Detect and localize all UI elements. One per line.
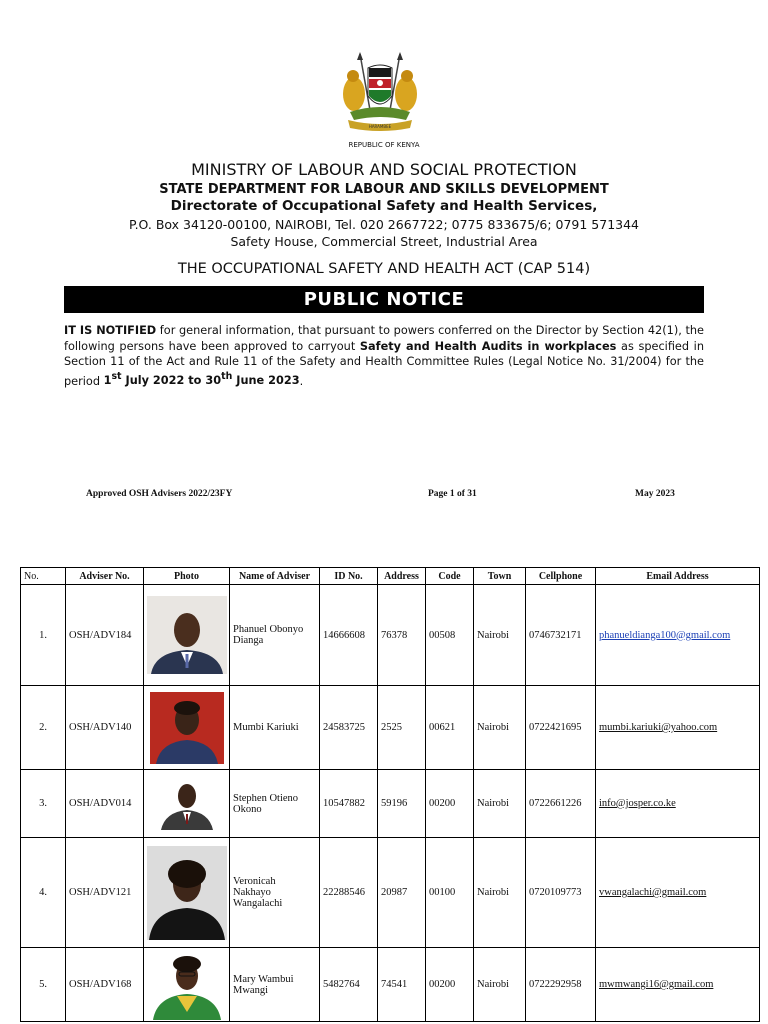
state-department-title: STATE DEPARTMENT FOR LABOUR AND SKILLS DEVELOPMENT bbox=[159, 182, 609, 197]
period-start-suffix: st bbox=[111, 371, 122, 383]
cell-adviser-no: OSH/ADV140 bbox=[66, 686, 144, 770]
cell-cellphone: 0722661226 bbox=[526, 770, 596, 838]
period-end-suffix: th bbox=[221, 371, 233, 383]
coat-of-arms-emblem bbox=[340, 50, 420, 134]
cell-adviser-no: OSH/ADV121 bbox=[66, 838, 144, 948]
cell-no: 3. bbox=[21, 770, 66, 838]
cell-no: 4. bbox=[21, 838, 66, 948]
cell-adviser-no: OSH/ADV168 bbox=[66, 948, 144, 1022]
ministry-title: MINISTRY OF LABOUR AND SOCIAL PROTECTION bbox=[191, 160, 577, 179]
list-title: Approved OSH Advisers 2022/23FY bbox=[86, 489, 233, 499]
cell-cellphone: 0722421695 bbox=[526, 686, 596, 770]
adviser-photo bbox=[150, 692, 224, 764]
cell-address: 2525 bbox=[378, 686, 426, 770]
cell-code: 00508 bbox=[426, 585, 474, 686]
notice-period bbox=[103, 371, 300, 388]
advisers-table bbox=[20, 567, 760, 1022]
cell-town: Nairobi bbox=[474, 686, 526, 770]
adviser-photo bbox=[157, 778, 217, 830]
cell-no: 5. bbox=[21, 948, 66, 1022]
cell-address: 74541 bbox=[378, 948, 426, 1022]
email-link[interactable]: vwangalachi@gmail.com bbox=[599, 887, 707, 898]
cell-id: 5482764 bbox=[320, 948, 378, 1022]
list-date: May 2023 bbox=[635, 489, 675, 499]
col-header-id: ID No. bbox=[320, 568, 378, 585]
cell-email bbox=[596, 686, 760, 770]
col-header-adviser-no: Adviser No. bbox=[66, 568, 144, 585]
cell-address: 76378 bbox=[378, 585, 426, 686]
period-end-rest: June 2023 bbox=[232, 374, 300, 388]
public-notice-banner: PUBLIC NOTICE bbox=[64, 286, 704, 313]
cell-photo bbox=[144, 686, 230, 770]
cell-id: 10547882 bbox=[320, 770, 378, 838]
cell-name: Phanuel Obonyo Dianga bbox=[230, 585, 320, 686]
adviser-photo bbox=[149, 950, 225, 1020]
adviser-photo bbox=[147, 846, 227, 940]
cell-town: Nairobi bbox=[474, 770, 526, 838]
cell-address: 20987 bbox=[378, 838, 426, 948]
cell-adviser-no: OSH/ADV014 bbox=[66, 770, 144, 838]
col-header-address: Address bbox=[378, 568, 426, 585]
cell-code: 00100 bbox=[426, 838, 474, 948]
cell-email bbox=[596, 948, 760, 1022]
table-row bbox=[21, 585, 760, 686]
postal-contact-line: P.O. Box 34120-00100, NAIROBI, Tel. 020 2667722; 0775 833675/6; 0791 571344 bbox=[128, 217, 640, 232]
cell-cellphone: 0746732171 bbox=[526, 585, 596, 686]
cell-photo bbox=[144, 770, 230, 838]
cell-name: Mary Wambui Mwangi bbox=[230, 948, 320, 1022]
col-header-code: Code bbox=[426, 568, 474, 585]
republic-of-kenya-label: REPUBLIC OF KENYA bbox=[348, 141, 420, 149]
cell-no: 1. bbox=[21, 585, 66, 686]
cell-email bbox=[596, 770, 760, 838]
email-link[interactable]: mumbi.kariuki@yahoo.com bbox=[599, 722, 718, 733]
directorate-title: Directorate of Occupational Safety and Health Services, bbox=[170, 198, 598, 214]
cell-id: 22288546 bbox=[320, 838, 378, 948]
adviser-photo bbox=[147, 596, 227, 674]
physical-address-line: Safety House, Commercial Street, Industrial Area bbox=[230, 234, 538, 249]
cell-email bbox=[596, 585, 760, 686]
table-row bbox=[21, 770, 760, 838]
table-row bbox=[21, 838, 760, 948]
col-header-town: Town bbox=[474, 568, 526, 585]
notice-emphasis: Safety and Health Audits in workplaces bbox=[359, 339, 617, 353]
cell-no: 2. bbox=[21, 686, 66, 770]
cell-code: 00200 bbox=[426, 948, 474, 1022]
cell-name: Mumbi Kariuki bbox=[230, 686, 320, 770]
notice-lead: IT IS NOTIFIED bbox=[64, 324, 157, 337]
col-header-name: Name of Adviser bbox=[230, 568, 320, 585]
cell-name: Veronicah Nakhayo Wangalachi bbox=[230, 838, 320, 948]
table-row bbox=[21, 686, 760, 770]
motto-harambee: HARAMBEE bbox=[368, 124, 392, 129]
cell-cellphone: 0722292958 bbox=[526, 948, 596, 1022]
email-link[interactable]: info@josper.co.ke bbox=[599, 798, 676, 809]
notice-text-2: as specified in Section 11 of the Act and Rule 11 of the Safety and Health Committee Rules (Legal Notice No. 31/2004) for the period bbox=[64, 339, 704, 388]
table-row bbox=[21, 948, 760, 1022]
cell-photo bbox=[144, 838, 230, 948]
notice-end: . bbox=[299, 374, 304, 388]
col-header-no: No. bbox=[21, 568, 66, 585]
col-header-cellphone: Cellphone bbox=[526, 568, 596, 585]
cell-town: Nairobi bbox=[474, 948, 526, 1022]
notice-text-1: for general information, that pursuant to powers conferred on the Director by Section 42(1), the following persons have been approved to carryout bbox=[64, 324, 704, 353]
page-number: Page 1 of 31 bbox=[428, 489, 477, 499]
cell-photo bbox=[144, 585, 230, 686]
email-link[interactable]: phanueldianga100@gmail.com bbox=[599, 629, 731, 641]
cell-id: 24583725 bbox=[320, 686, 378, 770]
period-start-rest: July 2022 to 30 bbox=[121, 374, 222, 388]
table-header-row bbox=[21, 568, 760, 585]
cell-code: 00621 bbox=[426, 686, 474, 770]
cell-name: Stephen Otieno Okono bbox=[230, 770, 320, 838]
col-header-photo: Photo bbox=[144, 568, 230, 585]
page-header-row bbox=[0, 489, 768, 503]
cell-email bbox=[596, 838, 760, 948]
period-start-day: 1 bbox=[103, 374, 112, 388]
col-header-email: Email Address bbox=[596, 568, 760, 585]
cell-id: 14666608 bbox=[320, 585, 378, 686]
cell-adviser-no: OSH/ADV184 bbox=[66, 585, 144, 686]
cell-photo bbox=[144, 948, 230, 1022]
cell-town: Nairobi bbox=[474, 585, 526, 686]
cell-address: 59196 bbox=[378, 770, 426, 838]
act-title: THE OCCUPATIONAL SAFETY AND HEALTH ACT (CAP 514) bbox=[177, 261, 591, 277]
cell-cellphone: 0720109773 bbox=[526, 838, 596, 948]
notice-paragraph bbox=[64, 323, 704, 389]
email-link[interactable]: mwmwangi16@gmail.com bbox=[599, 979, 714, 990]
cell-town: Nairobi bbox=[474, 838, 526, 948]
cell-code: 00200 bbox=[426, 770, 474, 838]
